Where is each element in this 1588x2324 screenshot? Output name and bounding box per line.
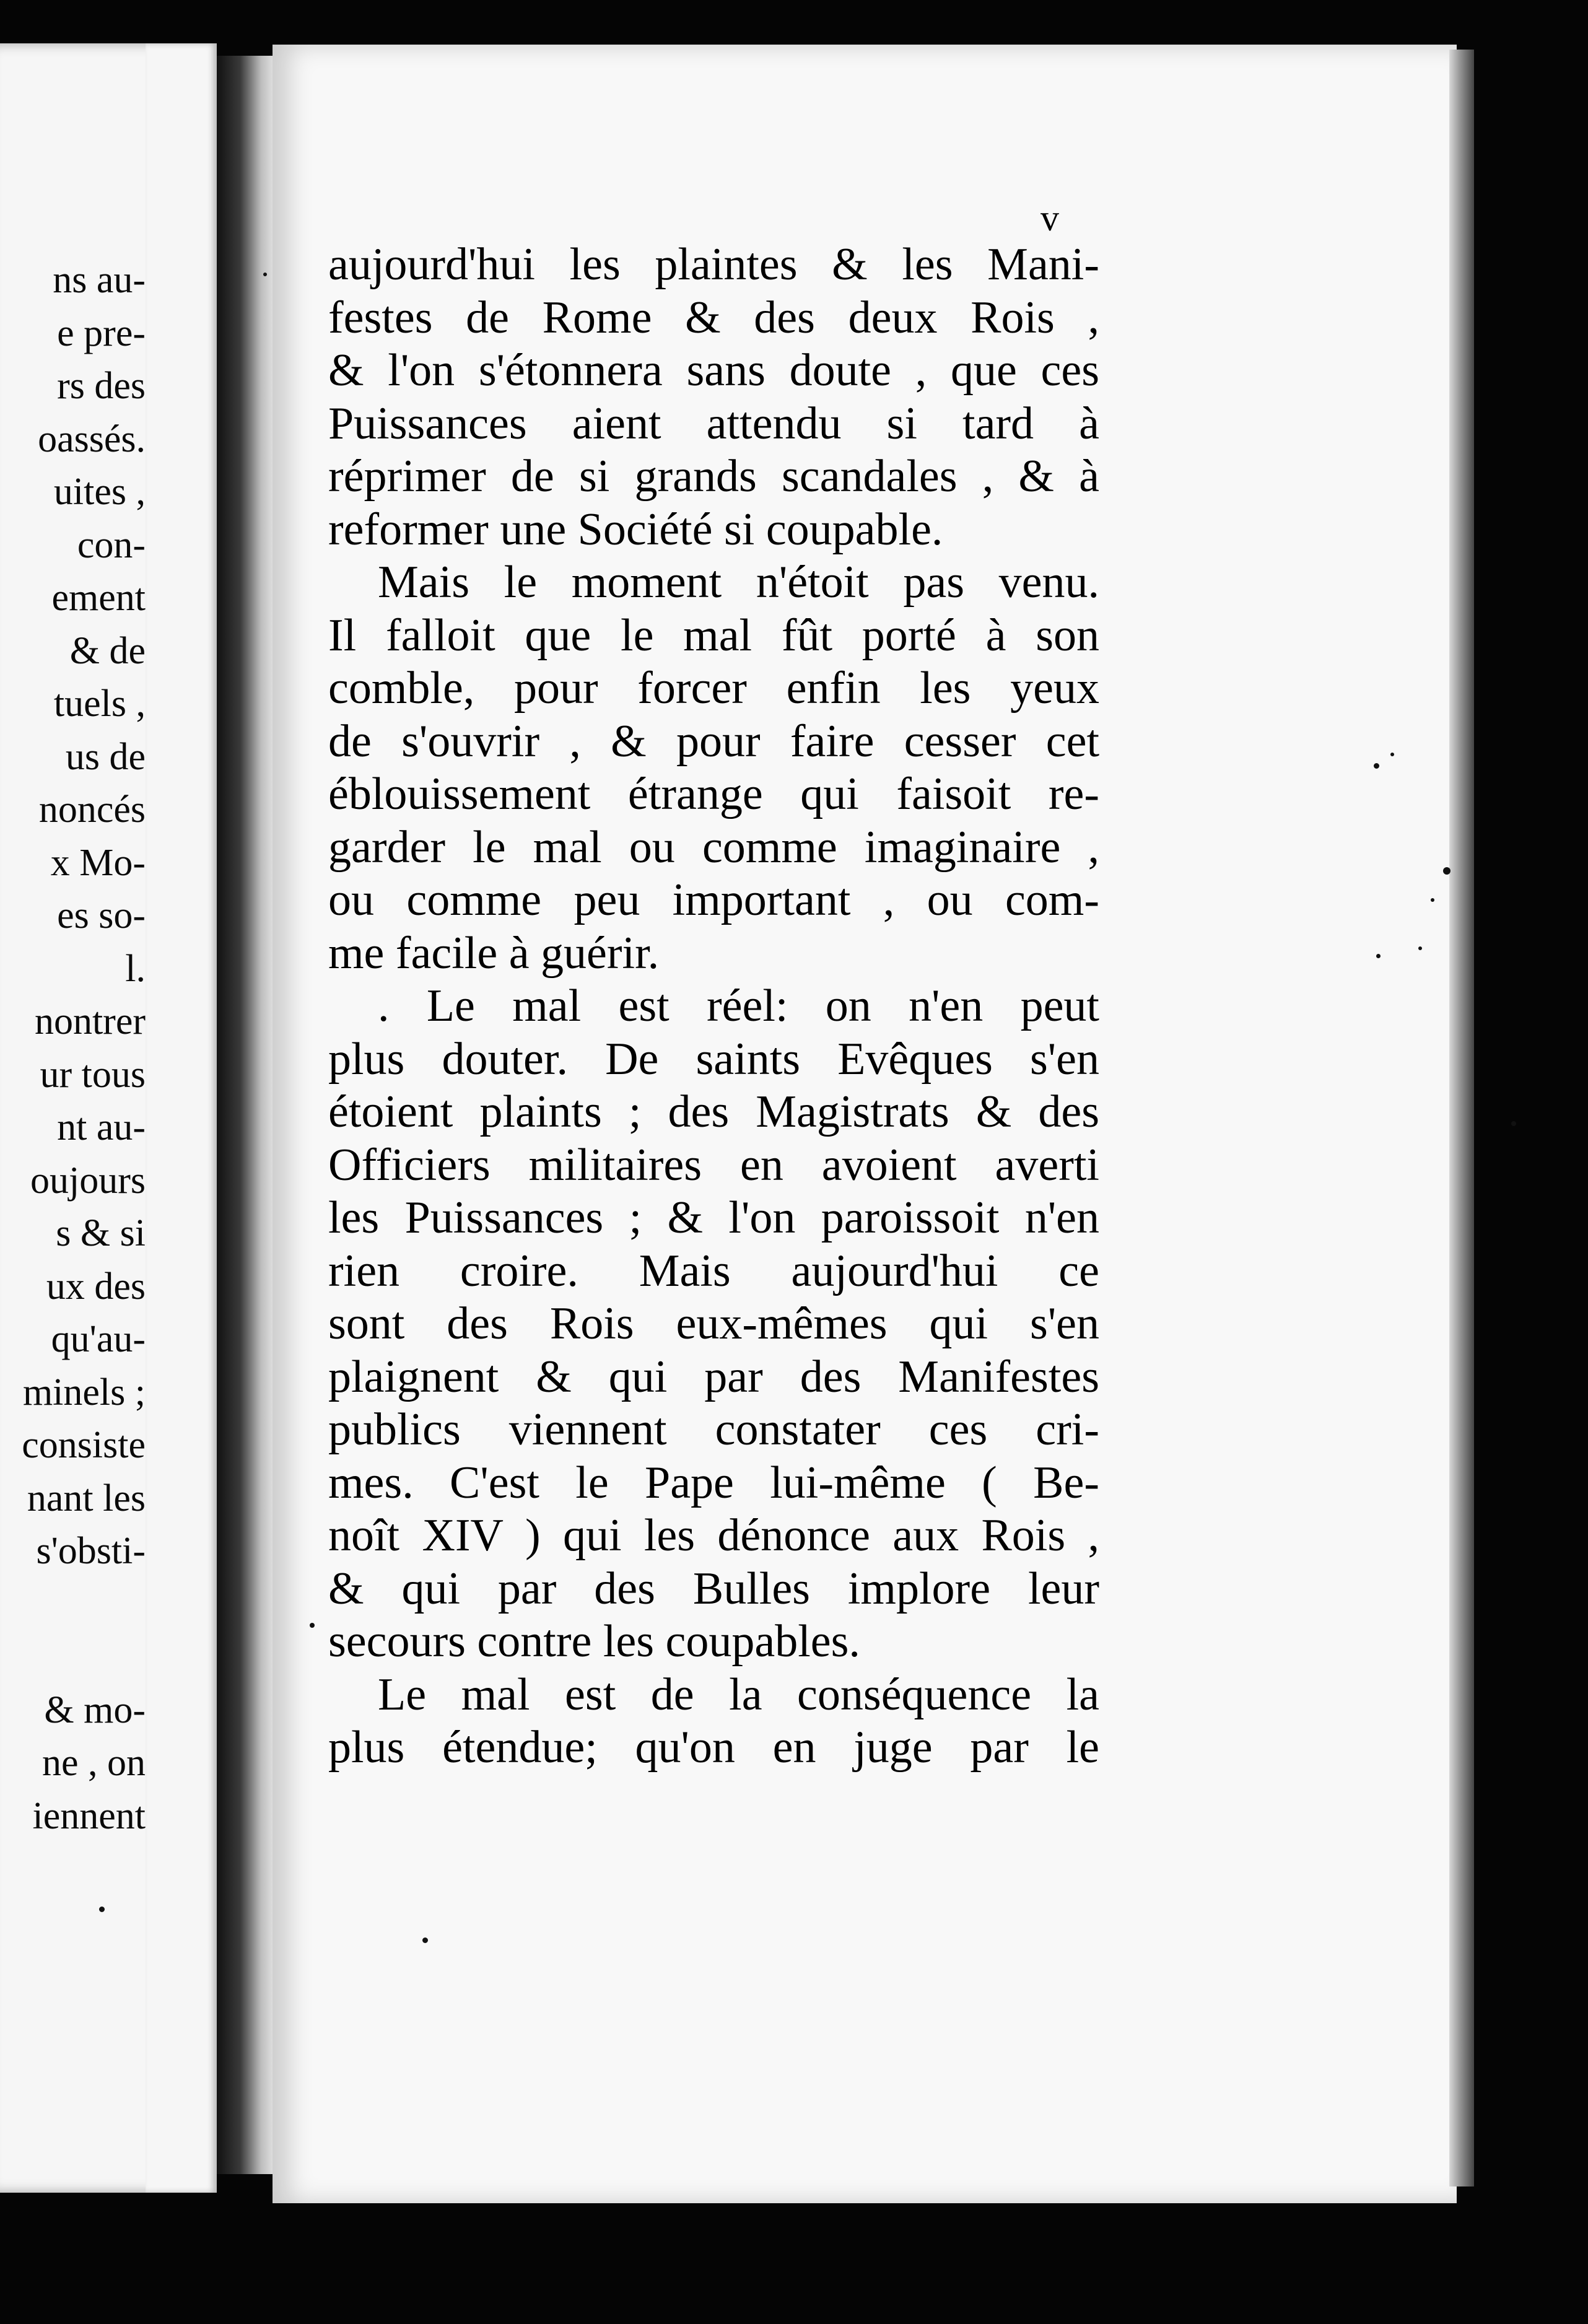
ink-speck <box>1374 763 1379 769</box>
text-line: Le mal est de la conséquence la <box>378 1669 1099 1720</box>
left-page-line: uites , <box>53 471 146 513</box>
left-page-edge <box>146 43 217 2193</box>
left-page-line: & de <box>69 629 146 672</box>
left-page-line <box>22 1578 146 1684</box>
page-fore-edge <box>1449 50 1474 2186</box>
left-page-line: l. <box>125 947 146 990</box>
left-page-line: minels ; <box>22 1371 146 1413</box>
ink-speck <box>1390 753 1394 756</box>
left-page-line: x Mo- <box>50 841 146 884</box>
text-line: Puissances aient attendu si tard à <box>328 398 1099 449</box>
text-line: réprimer de si grands scandales , & à <box>328 451 1099 502</box>
text-line: ou comme peu important , ou com- <box>328 875 1099 925</box>
text-line: festes de Rome & des deux Rois , <box>328 292 1099 343</box>
signature-mark: v <box>1040 198 1059 238</box>
left-page-line: oujours <box>30 1159 146 1202</box>
ink-speck <box>1418 946 1422 950</box>
ink-speck <box>310 1623 315 1628</box>
text-line: les Puissances ; & l'on paroissoit n'en <box>328 1192 1099 1243</box>
text-line: publics viennent constater ces cri- <box>328 1404 1099 1455</box>
left-page-line: consiste <box>22 1424 146 1466</box>
text-line: garder le mal ou comme imaginaire , <box>328 821 1099 873</box>
text-line: . Le mal est réel: on n'en peut <box>378 981 1099 1031</box>
left-page-line: es so- <box>57 894 146 937</box>
text-line: aujourd'hui les plaintes & les Mani- <box>328 239 1099 290</box>
ink-speck <box>1376 954 1381 958</box>
left-page-line: us de <box>65 735 146 778</box>
text-line: rien croire. Mais aujourd'hui ce <box>328 1245 1099 1296</box>
text-line: me facile à guérir. <box>328 927 660 979</box>
text-line: éblouissement étrange qui faisoit re- <box>328 769 1099 819</box>
ink-speck <box>99 1907 105 1912</box>
left-page-line: con- <box>77 523 146 566</box>
left-page-line: rs des <box>57 365 146 407</box>
text-line: plus douter. De saints Evêques s'en <box>328 1033 1099 1085</box>
left-page-line: nt au- <box>57 1106 146 1148</box>
book-gutter <box>217 56 276 2174</box>
text-line: noît XIV ) qui les dénonce aux Rois , <box>328 1510 1099 1561</box>
right-page-text <box>328 238 1099 1775</box>
left-page-line: qu'au- <box>51 1318 146 1360</box>
left-page-line: s & si <box>56 1212 146 1254</box>
text-line: de s'ouvrir , & pour faire cesser cet <box>328 715 1099 767</box>
text-line: plus étendue; qu'on en juge par le <box>328 1722 1099 1773</box>
ink-speck <box>1511 1121 1516 1126</box>
left-page-line: noncés <box>38 788 146 831</box>
left-page-line: nant les <box>27 1477 146 1519</box>
ink-speck <box>1443 867 1451 875</box>
text-line: & qui par des Bulles implore leur <box>328 1563 1099 1614</box>
text-line: comble, pour forcer enfin les yeux <box>328 663 1099 714</box>
text-line: Mais le moment n'étoit pas venu. <box>378 557 1099 608</box>
text-line: Il falloit que le mal fût porté à son <box>328 609 1099 661</box>
left-page-line: s'obsti- <box>36 1530 146 1572</box>
left-page-line: ne , on <box>41 1742 146 1784</box>
text-line: & l'on s'étonnera sans doute , que ces <box>328 345 1099 396</box>
ink-speck <box>263 273 267 276</box>
text-line: mes. C'est le Pape lui-même ( Be- <box>328 1457 1099 1508</box>
left-page-line: & mo- <box>44 1688 146 1731</box>
left-page-line: ns au- <box>53 259 146 301</box>
ink-speck <box>422 1937 428 1943</box>
ink-speck <box>1431 898 1434 902</box>
left-page-line: ur tous <box>40 1053 146 1096</box>
left-page-line: e pre- <box>57 312 146 354</box>
left-page-line: oassés. <box>38 417 146 460</box>
left-page-line: iennent <box>32 1794 146 1837</box>
text-line: sont des Rois eux-mêmes qui s'en <box>328 1298 1099 1349</box>
left-page-text <box>22 254 146 1843</box>
left-page-line: ement <box>51 577 146 619</box>
text-line: Officiers militaires en avoient averti <box>328 1139 1099 1190</box>
left-page-line: tuels , <box>53 683 146 725</box>
text-line: étoient plaints ; des Magistrats & des <box>328 1086 1099 1137</box>
text-line: reformer une Société si coupable. <box>328 504 943 555</box>
left-page-line: nontrer <box>34 1000 146 1042</box>
left-facing-page <box>0 43 217 2193</box>
text-line: plaignent & qui par des Manifestes <box>328 1351 1099 1402</box>
left-page-line: ux des <box>46 1265 146 1308</box>
text-line: secours contre les coupables. <box>328 1616 860 1667</box>
